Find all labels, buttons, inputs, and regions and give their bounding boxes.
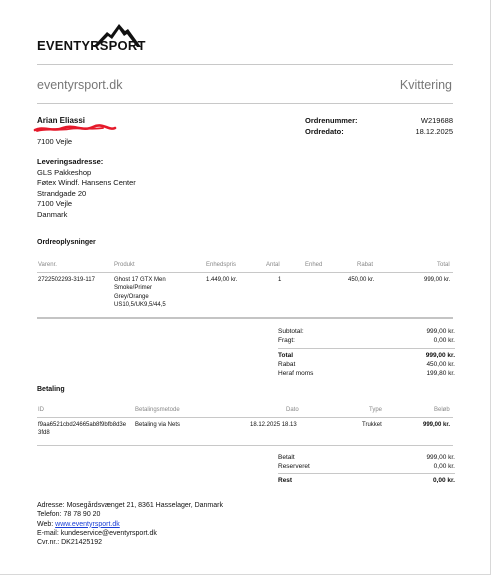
shipping-address (37, 168, 136, 220)
rest-label: Rest (278, 477, 293, 484)
vat-value: 199,80 kr. (426, 370, 455, 377)
col-payment-method: Betalingsmetode (135, 407, 180, 413)
reserved-value: 0,00 kr. (433, 463, 455, 470)
reserved-label: Reserveret (278, 463, 310, 470)
col-unit: Enhed (305, 262, 323, 268)
customer-city: 7100 Vejle (37, 137, 73, 146)
row-sku: 2722502293-319-117 (38, 277, 95, 283)
payment-totals-divider (278, 473, 455, 474)
total-label: Total (278, 352, 294, 359)
vat-label: Heraf moms (278, 370, 314, 377)
footer-cvr: Cvr.nr.: DK21425192 (37, 539, 102, 547)
order-date-value: 18.12.2025 (415, 127, 453, 136)
footer-phone: Telefon: 78 78 90 20 (37, 511, 101, 519)
paid-row (278, 454, 455, 461)
totals-divider (278, 348, 455, 349)
paid-value: 999,00 kr. (426, 454, 455, 461)
brand-logo (37, 22, 146, 54)
discount-label: Rabat (278, 361, 296, 368)
freight-value: 0,00 kr. (433, 337, 455, 344)
order-date-label: Ordredato: (305, 127, 344, 136)
subtotal-row (278, 328, 455, 335)
freight-label: Fragt: (278, 337, 295, 344)
total-row (278, 352, 455, 359)
order-number-row (305, 116, 453, 125)
subtotal-value: 999,00 kr. (426, 328, 455, 335)
subtotal-label: Subtotal: (278, 328, 304, 335)
shipping-title: Leveringsadresse: (37, 157, 104, 166)
discount-value: 450,00 kr. (426, 361, 455, 368)
total-value: 999,00 kr. (425, 352, 455, 359)
payment-id: f9aa6521cbd24665ab8f9bfb8d3e 3fd8 (38, 422, 127, 437)
row-qty: 1 (278, 277, 282, 283)
footer-contact (37, 501, 223, 547)
footer-web: Web: www.eventyrsport.dk (37, 520, 120, 528)
payment-header-divider (37, 417, 453, 418)
payment-date: 18.12.2025 18.13 (250, 422, 297, 428)
order-section-title: Ordreoplysninger (37, 239, 96, 246)
payment-method: Betaling via Nets (135, 422, 181, 428)
col-unit-price: Enhedspris (206, 262, 237, 268)
paid-label: Betalt (278, 454, 295, 461)
col-total: Total (437, 262, 450, 268)
customer-name: Arian Eliassi (37, 116, 86, 125)
col-payment-amount: Beløb (434, 407, 450, 413)
divider (37, 64, 453, 65)
rest-value: 0,00 kr. (432, 477, 455, 484)
row-unit-price: 1.449,00 kr. (206, 277, 238, 283)
redaction-scribble (33, 124, 117, 134)
payment-amount: 999,00 kr. (423, 422, 451, 428)
col-payment-type: Type (369, 407, 383, 413)
col-payment-id: ID (38, 407, 44, 413)
shipping-line: Danmark (37, 209, 68, 219)
freight-row (278, 337, 455, 344)
row-product: Ghost 17 GTX Men Smoke/Primer Grey/Orange US10,5/UK9,5/44,5 (114, 277, 166, 309)
discount-row (278, 361, 455, 368)
divider (37, 103, 453, 104)
document-type: Kvittering (399, 78, 452, 92)
row-total: 999,00 kr. (424, 277, 451, 283)
table-header-divider (37, 272, 453, 273)
shipping-line: GLS Pakkeshop (37, 168, 92, 177)
site-name: eventyrsport.dk (37, 78, 123, 92)
col-product: Produkt (114, 262, 135, 268)
col-qty: Antal (266, 262, 280, 268)
shipping-line: Føtex Windf. Hansens Center (37, 178, 136, 188)
col-discount: Rabat (357, 262, 374, 268)
col-payment-date: Dato (286, 407, 299, 413)
website-link[interactable]: www.eventyrsport.dk (55, 520, 120, 528)
footer-email: E-mail: kundeservice@eventyrsport.dk (37, 529, 157, 537)
footer-address: Adresse: Mosegårdsvænget 21, 8361 Hasselager, Danmark (37, 502, 223, 509)
payment-bottom-divider (37, 445, 453, 446)
vat-row (278, 370, 455, 377)
rest-row (278, 477, 455, 484)
order-date-row (305, 127, 453, 136)
reserved-row (278, 463, 455, 470)
table-bottom-divider (37, 317, 453, 319)
shipping-line: 7100 Vejle (37, 199, 73, 209)
col-sku: Varenr. (38, 262, 57, 268)
order-number-value: W219688 (420, 116, 453, 125)
brand-name: EVENTYRSPORT (37, 38, 146, 53)
row-discount: 450,00 kr. (348, 277, 375, 283)
payment-type: Trukket (362, 422, 382, 428)
payment-section-title: Betaling (37, 386, 65, 393)
order-number-label: Ordrenummer: (305, 116, 358, 125)
shipping-line: Strandgade 20 (37, 188, 87, 198)
